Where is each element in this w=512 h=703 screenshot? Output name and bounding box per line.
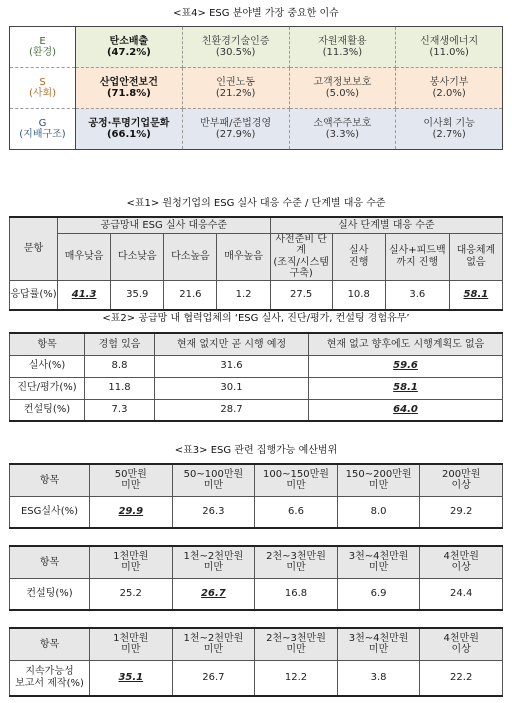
- header-item: 항목: [10, 464, 90, 496]
- col-header: 항목: [10, 333, 85, 355]
- value-cell: 26.7: [172, 660, 255, 696]
- col-header: 4천만원 이상: [420, 546, 503, 578]
- value-cell: 28.7: [155, 399, 309, 421]
- issue-cell: 친환경기술인증 (30.5%): [182, 27, 289, 68]
- value-cell: 3.8: [337, 660, 420, 696]
- col-header: 100~150만원 미만: [255, 464, 338, 496]
- header-item: 항목: [10, 546, 90, 578]
- row-label: 컨설팅(%): [10, 399, 85, 421]
- value-cell: 29.2: [420, 496, 503, 528]
- col-header: 현재 없고 향후에도 시행계획도 없음: [309, 333, 503, 355]
- col-header: 4천만원 이상: [420, 628, 503, 660]
- value-cell: 3.6: [385, 280, 449, 310]
- table-row: [10, 280, 503, 310]
- value-cell: 1.2: [217, 280, 270, 310]
- col-header: 200만원 이상: [420, 464, 503, 496]
- col-header: 실사 진행: [332, 233, 385, 280]
- table2-title: <표2> 공급망 내 협력업체의 ‘ESG 실사, 진단/평가, 컨설팅 경험유무’: [102, 313, 410, 324]
- table1-title: <표1> 원청기업의 ESG 실사 대응 수준 / 단계별 대응 수준: [126, 198, 386, 209]
- category-g: G (지배구조): [10, 109, 76, 150]
- value-cell: 6.9: [337, 578, 420, 610]
- table3-consulting: [9, 545, 503, 611]
- col-header: 1천~2천만원 미만: [172, 546, 255, 578]
- value-cell: 35.1: [90, 660, 173, 696]
- value-cell: 59.6: [309, 355, 503, 377]
- col-header: 대응체계 없음: [449, 233, 502, 280]
- issue-cell: 이사회 기능 (2.7%): [396, 109, 503, 150]
- col-header: 1천~2천만원 미만: [172, 628, 255, 660]
- value-cell: 11.8: [85, 377, 155, 399]
- issue-cell: 고객정보보호 (5.0%): [289, 68, 396, 109]
- col-header: 실사+피드백 까지 진행: [385, 233, 449, 280]
- col-header: 매우낮음: [58, 233, 111, 280]
- row-label: 진단/평가(%): [10, 377, 85, 399]
- value-cell: 58.1: [449, 280, 502, 310]
- col-header: 매우높음: [217, 233, 270, 280]
- header-item: 문항: [10, 217, 58, 280]
- value-cell: 22.2: [420, 660, 503, 696]
- row-label: ESG실사(%): [10, 496, 90, 528]
- table4-row-e: [10, 27, 503, 68]
- value-cell: 10.8: [332, 280, 385, 310]
- header-item: 항목: [10, 628, 90, 660]
- category-e: E (환경): [10, 27, 76, 68]
- issue-cell: 소액주주보호 (3.3%): [289, 109, 396, 150]
- value-cell: 24.4: [420, 578, 503, 610]
- table4-row-s: [10, 68, 503, 109]
- col-header: 다소낮음: [111, 233, 164, 280]
- value-cell: 21.6: [164, 280, 217, 310]
- table4-row-g: [10, 109, 503, 150]
- col-header: 다소높음: [164, 233, 217, 280]
- value-cell: 58.1: [309, 377, 503, 399]
- row-label: 실사(%): [10, 355, 85, 377]
- value-cell: 41.3: [58, 280, 111, 310]
- col-header: 1천만원 미만: [90, 628, 173, 660]
- value-cell: 27.5: [270, 280, 332, 310]
- issue-cell: 탄소배출 (47.2%): [76, 27, 183, 68]
- table-row: [10, 355, 503, 377]
- row-label: 컨설팅(%): [10, 578, 90, 610]
- col-header: 50~100만원 미만: [172, 464, 255, 496]
- col-header: 2천~3천만원 미만: [255, 546, 338, 578]
- table4: [9, 26, 503, 150]
- value-cell: 31.6: [155, 355, 309, 377]
- table2: [9, 332, 503, 422]
- issue-cell: 신재생에너지 (11.0%): [396, 27, 503, 68]
- col-header: 3천~4천만원 미만: [337, 546, 420, 578]
- col-header: 현재 없지만 곧 시행 예정: [155, 333, 309, 355]
- table4-title: <표4> ESG 분야별 가장 중요한 이슈: [173, 8, 339, 19]
- row-label: 응답률(%): [10, 280, 58, 310]
- table-row: [10, 496, 503, 528]
- value-cell: 29.9: [90, 496, 173, 528]
- col-header: 50만원 미만: [90, 464, 173, 496]
- issue-cell: 산업안전보건 (71.8%): [76, 68, 183, 109]
- col-header: 1천만원 미만: [90, 546, 173, 578]
- value-cell: 16.8: [255, 578, 338, 610]
- value-cell: 8.0: [337, 496, 420, 528]
- table-row: [10, 377, 503, 399]
- col-header: 150~200만원 미만: [337, 464, 420, 496]
- col-header: 경험 있음: [85, 333, 155, 355]
- value-cell: 26.7: [172, 578, 255, 610]
- col-header: 2천~3천만원 미만: [255, 628, 338, 660]
- issue-cell: 반부패/준법경영 (27.9%): [182, 109, 289, 150]
- issue-cell: 인권노동 (21.2%): [182, 68, 289, 109]
- table1: [9, 216, 503, 311]
- table-row: [10, 399, 503, 421]
- value-cell: 7.3: [85, 399, 155, 421]
- value-cell: 35.9: [111, 280, 164, 310]
- value-cell: 8.8: [85, 355, 155, 377]
- category-s: S (사회): [10, 68, 76, 109]
- table-row: [10, 660, 503, 696]
- header-group2: 실사 단계별 대응 수준: [270, 217, 502, 233]
- value-cell: 25.2: [90, 578, 173, 610]
- issue-cell: 봉사기부 (2.0%): [396, 68, 503, 109]
- value-cell: 30.1: [155, 377, 309, 399]
- value-cell: 26.3: [172, 496, 255, 528]
- header-group1: 공급망내 ESG 실사 대응수준: [58, 217, 271, 233]
- value-cell: 64.0: [309, 399, 503, 421]
- table-row: [10, 578, 503, 610]
- col-header: 사전준비 단계 (조직/시스템구축): [270, 233, 332, 280]
- table3-report: [9, 627, 503, 697]
- table3-title: <표3> ESG 관련 집행가능 예산범위: [174, 445, 338, 456]
- issue-cell: 자원재활용 (11.3%): [289, 27, 396, 68]
- row-label: 지속가능성 보고서 제작(%): [10, 660, 90, 696]
- table3-esg-audit: [9, 463, 503, 529]
- issue-cell: 공정·투명기업문화 (66.1%): [76, 109, 183, 150]
- value-cell: 6.6: [255, 496, 338, 528]
- value-cell: 12.2: [255, 660, 338, 696]
- col-header: 3천~4천만원 미만: [337, 628, 420, 660]
